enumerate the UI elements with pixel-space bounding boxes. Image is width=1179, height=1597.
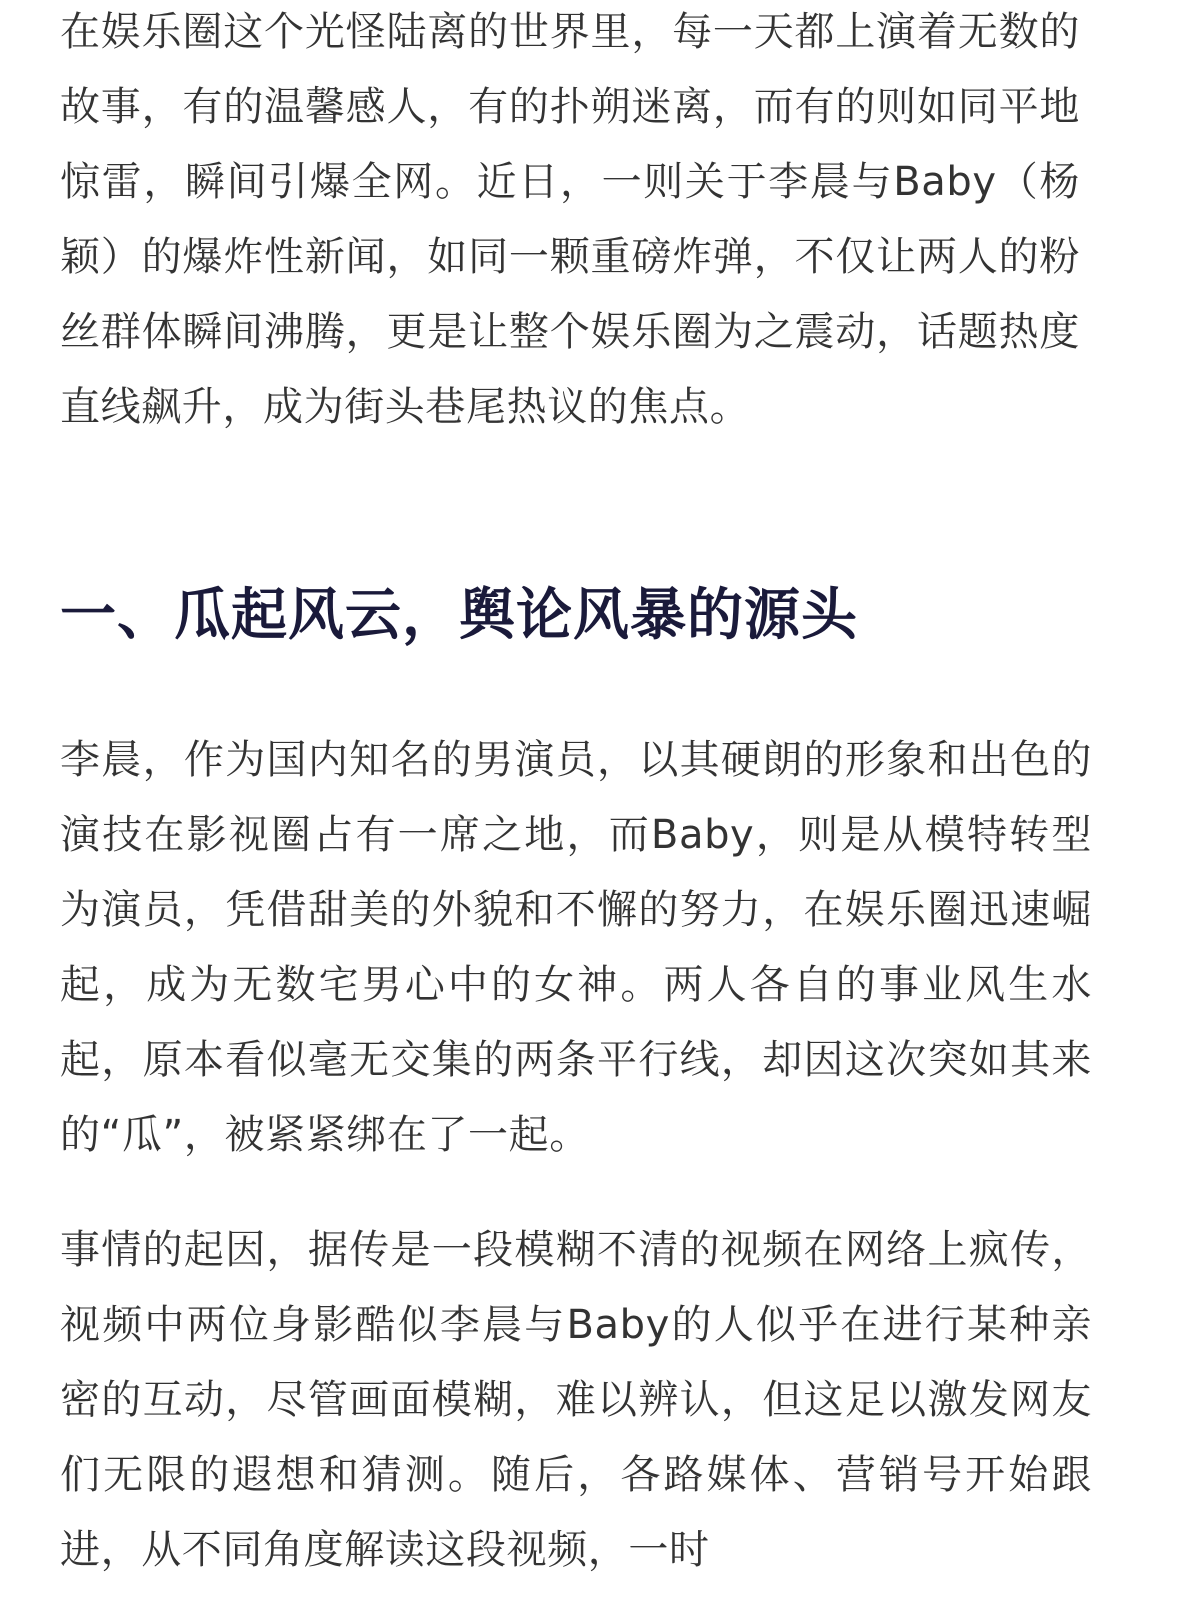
section-paragraph-2: 事情的起因，据传是一段模糊不清的视频在网络上疯传，视频中两位身影酷似李晨与Baby的人似乎在进行某种亲密的互动，尽管画面模糊，难以辨认，但这足以激发网友们无限的遐想和猜测。随后，各路媒体、营销号开始跟进，从不同角度解读这段视频，一时 xyxy=(60,1227,1092,1573)
section-heading: 一、瓜起风云，舆论风暴的源头 xyxy=(60,583,858,648)
section-paragraph-1: 李晨，作为国内知名的男演员，以其硬朗的形象和出色的演技在影视圈占有一席之地，而Baby，则是从模特转型为演员，凭借甜美的外貌和不懈的努力，在娱乐圈迅速崛起，成为无数宅男心中的女神。两人各自的事业风生水起，原本看似毫无交集的两条平行线，却因这次突如其来的“瓜”，被紧紧绑在了一起。 xyxy=(60,737,1092,1158)
intro-paragraph: 在娱乐圈这个光怪陆离的世界里，每一天都上演着无数的故事，有的温馨感人，有的扑朔迷离，而有的则如同平地惊雷，瞬间引爆全网。近日，一则关于李晨与Baby（杨颖）的爆炸性新闻，如同一颗重磅炸弹，不仅让两人的粉丝群体瞬间沸腾，更是让整个娱乐圈为之震动，话题热度直线飙升，成为街头巷尾热议的焦点。 xyxy=(60,9,1080,430)
